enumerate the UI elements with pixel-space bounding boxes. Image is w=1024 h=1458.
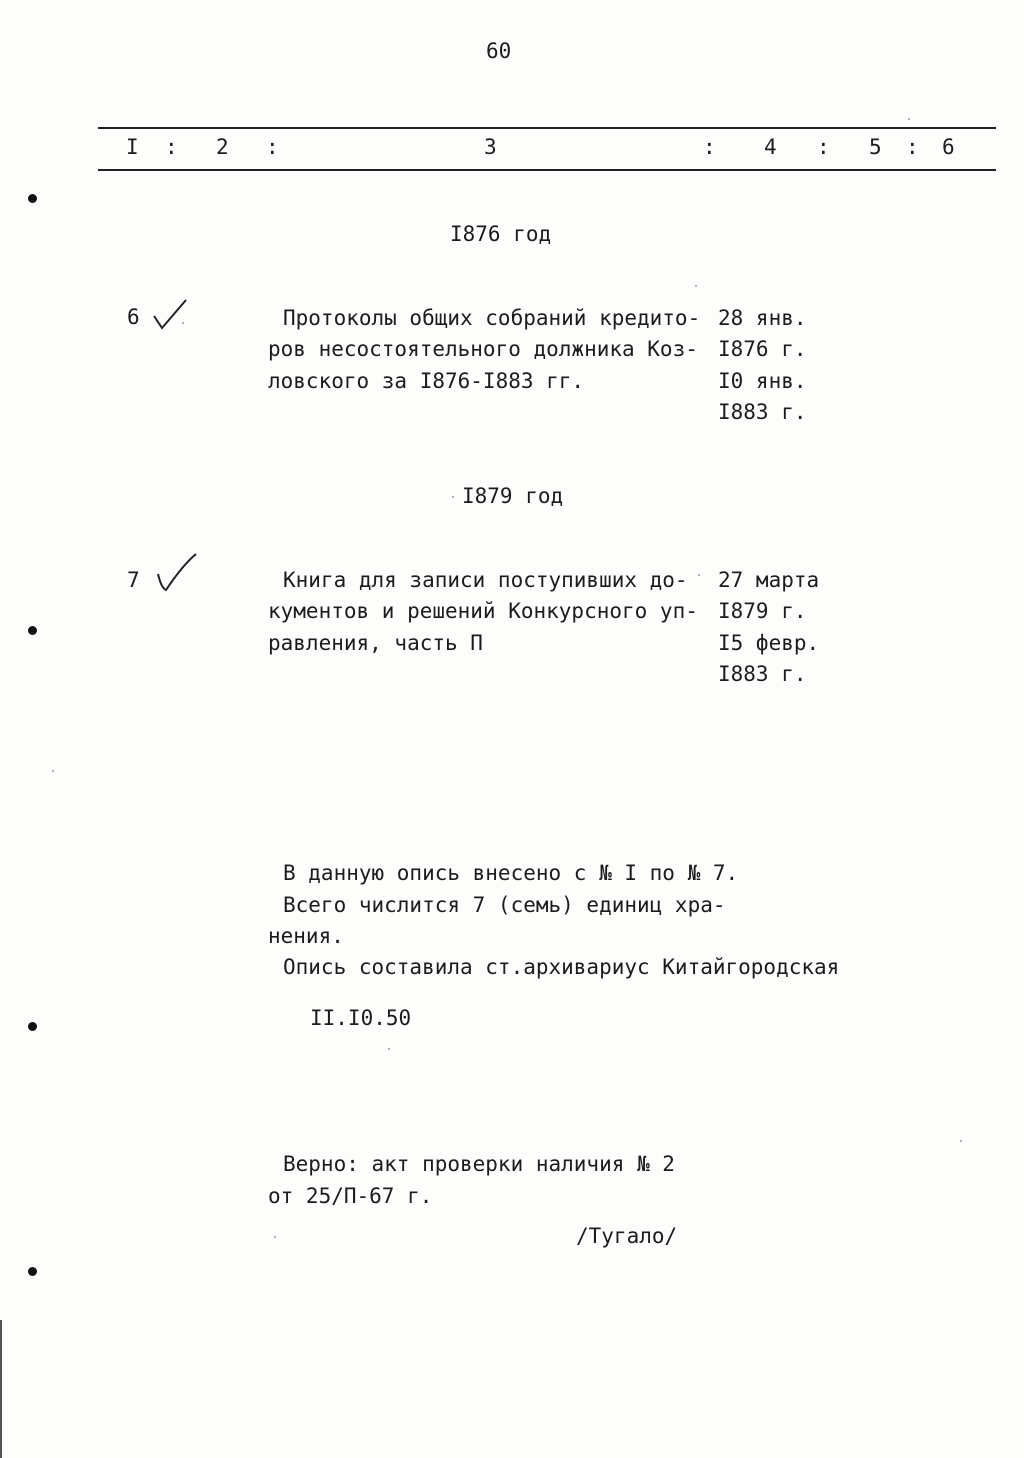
checkmark-icon	[150, 296, 190, 332]
date-line: I5 февр.	[718, 631, 820, 655]
summary-line: Всего числится 7 (семь) единиц хра-	[283, 893, 726, 917]
description-line: ров несостоятельного должника Коз-	[268, 337, 698, 361]
binding-hole	[28, 1022, 37, 1031]
scan-speck	[960, 1140, 962, 1142]
year-heading: I879 год	[462, 484, 564, 508]
description-line: ловского за I876-I883 гг.	[268, 369, 585, 393]
column-separator: :	[703, 135, 716, 159]
signature: /Тугало/	[576, 1224, 678, 1248]
scan-speck	[452, 496, 454, 498]
scan-speck	[388, 1048, 390, 1050]
description-line: кументов и решений Конкурсного уп-	[268, 599, 698, 623]
column-header-1: I	[126, 135, 139, 159]
column-header-5: 5	[869, 135, 882, 159]
column-separator: :	[817, 135, 830, 159]
column-separator: :	[165, 135, 178, 159]
item-number: 7	[127, 568, 140, 592]
summary-line: нения.	[268, 924, 344, 948]
summary-line: В данную опись внесено с № I по № 7.	[283, 861, 739, 885]
column-header-6: 6	[942, 135, 955, 159]
header-rule-bottom	[98, 169, 996, 171]
binding-hole	[28, 194, 37, 203]
compiler-line: Опись составила ст.архивариус Китайгородская	[283, 955, 840, 979]
verification-line: Верно: акт проверки наличия № 2	[283, 1152, 675, 1176]
description-line: Книга для записи поступивших до-	[283, 568, 688, 592]
column-header-4: 4	[764, 135, 777, 159]
scan-speck	[698, 574, 700, 576]
scan-speck	[274, 1236, 276, 1238]
date-line: 28 янв.	[718, 306, 807, 330]
date-line: I883 г.	[718, 662, 807, 686]
verification-line: от 25/П-67 г.	[268, 1184, 433, 1208]
date-line: 27 марта	[718, 568, 820, 592]
column-separator: :	[906, 135, 919, 159]
column-separator: :	[266, 135, 279, 159]
page-edge-mark	[0, 1320, 2, 1458]
date-line: I883 г.	[718, 400, 807, 424]
binding-hole	[28, 626, 37, 635]
date-line: I0 янв.	[718, 369, 807, 393]
date-line: I876 г.	[718, 337, 807, 361]
scan-speck	[182, 322, 184, 324]
column-header-3: 3	[484, 135, 497, 159]
description-line: Протоколы общих собраний кредито-	[283, 306, 701, 330]
scan-speck	[695, 285, 697, 287]
checkmark-icon	[152, 552, 200, 594]
header-rule-top	[98, 127, 996, 129]
column-header-2: 2	[216, 135, 229, 159]
description-line: равления, часть П	[268, 631, 483, 655]
scan-speck	[908, 118, 910, 120]
date-line: I879 г.	[718, 599, 807, 623]
summary-date: II.I0.50	[310, 1006, 412, 1030]
scan-speck	[52, 770, 54, 772]
binding-hole	[28, 1267, 37, 1276]
year-heading: I876 год	[450, 222, 552, 246]
item-number: 6	[127, 305, 140, 329]
page-number: 60	[486, 39, 512, 63]
